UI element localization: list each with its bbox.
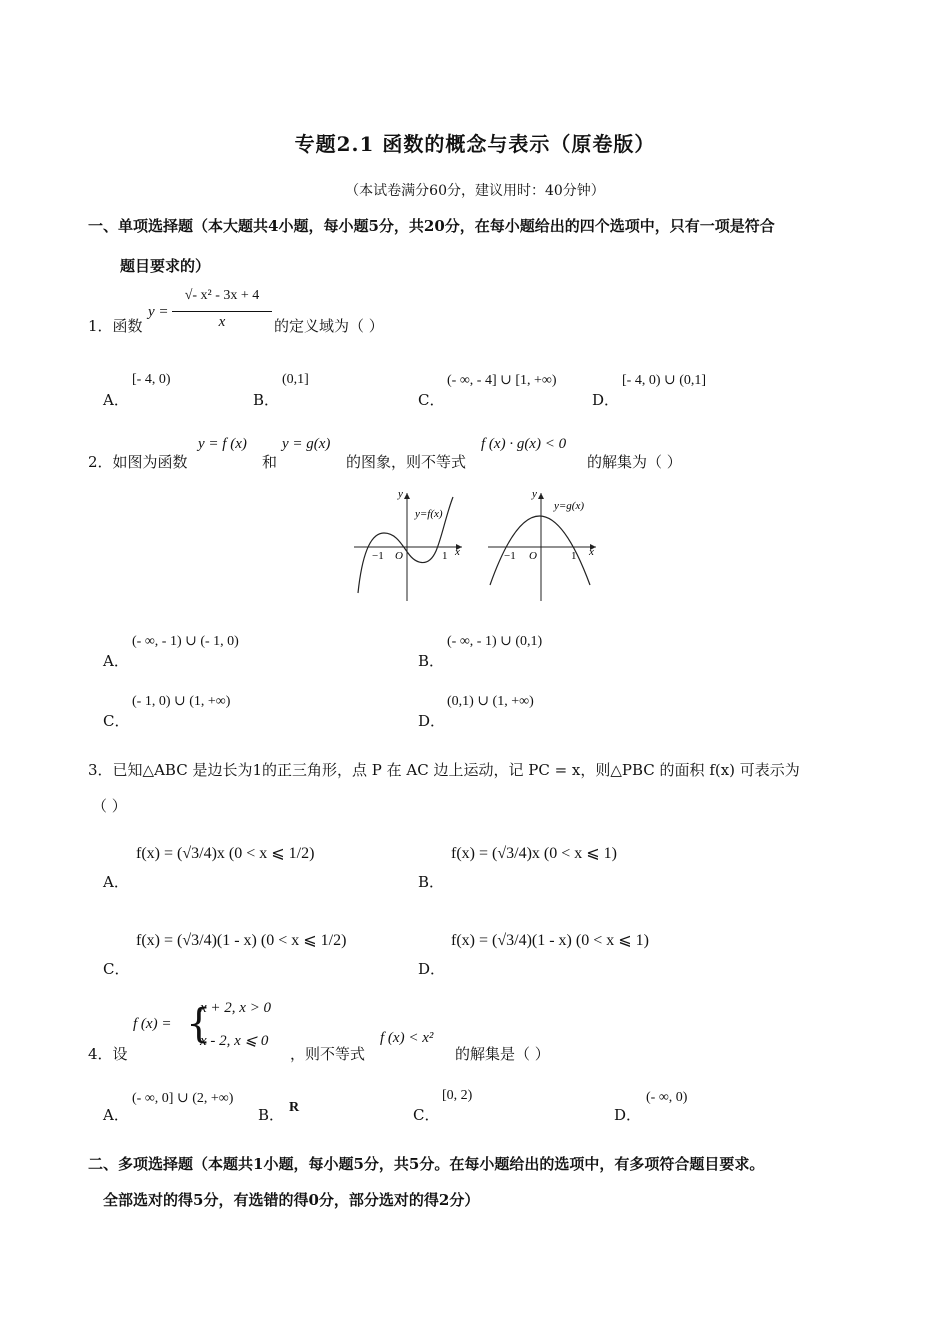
q2-option-a-label[interactable]: A． [103, 652, 129, 670]
q4-lhs: f (x) = [133, 1016, 172, 1032]
q1-option-c-value: (- ∞, - 4] ∪ [1, +∞) [447, 373, 557, 388]
graph-g-tick-1: 1 [571, 550, 577, 562]
section2-heading-cont: 全部选对的得5分，有选错的得0分，部分选对的得2分） [103, 1191, 480, 1209]
graph-g-curve-label: y=g(x) [554, 500, 585, 512]
q1-option-d-label[interactable]: D． [592, 391, 620, 409]
q4-option-a-label[interactable]: A． [103, 1106, 129, 1124]
q1-prefix: 1．函数 [88, 317, 143, 335]
q2-option-c-label[interactable]: C． [103, 712, 130, 730]
graph-g [484, 485, 602, 603]
q4-option-b-label[interactable]: B． [258, 1106, 285, 1124]
q1-option-d-value: [- 4, 0) ∪ (0,1] [622, 373, 707, 388]
q3-option-d-value: f(x) = (√3/4)(1 - x) (0 < x ⩽ 1) [451, 932, 649, 949]
q4-option-b-value: R [289, 1100, 300, 1115]
graph-g-tick-neg1: −1 [504, 550, 516, 562]
section1-heading: 一、单项选择题（本大题共4小题，每小题5分，共20分，在每小题给出的四个选项中，只有一项是符合 [88, 217, 775, 235]
q4-mid: ，则不等式 [290, 1045, 366, 1063]
graph-f-tick-neg1: −1 [372, 550, 384, 562]
q4-brace: { [186, 1001, 212, 1047]
q2-option-b-value: (- ∞, - 1) ∪ (0,1) [447, 634, 543, 649]
q3-option-b-value: f(x) = (√3/4)x (0 < x ⩽ 1) [451, 845, 617, 862]
q3-option-a-label[interactable]: A． [103, 873, 129, 891]
graph-f-x-label: x [455, 546, 460, 558]
q3-option-c-label[interactable]: C． [103, 960, 130, 978]
page-title: 专题2.1 函数的概念与表示（原卷版） [294, 132, 656, 156]
q1-formula-lhs: y = [148, 304, 169, 320]
graph-g-y-label: y [532, 488, 537, 500]
graph-f-origin: O [395, 550, 403, 562]
graph-f-y-label: y [398, 488, 403, 500]
q2-option-a-value: (- ∞, - 1) ∪ (- 1, 0) [132, 634, 239, 649]
q1-formula-numerator: √- x² - 3x + 4 [184, 288, 260, 303]
graph-f [350, 485, 468, 603]
q1-formula-denominator: x [218, 314, 226, 330]
q4-case1: x + 2, x > 0 [200, 1000, 272, 1016]
q2-suffix: 的解集为（ ） [587, 453, 682, 471]
graph-g-x-label: x [589, 546, 594, 558]
section1-heading-cont: 题目要求的） [120, 257, 211, 275]
section2-heading: 二、多项选择题（本题共1小题，每小题5分，共5分。在每小题给出的选项中，有多项符合题目要求。 [88, 1155, 765, 1173]
q2-f: y = f (x) [198, 436, 247, 452]
q1-option-c-label[interactable]: C． [418, 391, 445, 409]
q2-g: y = g(x) [282, 436, 331, 452]
q1-option-b-value: (0,1] [282, 372, 309, 387]
q1-suffix: 的定义域为（ ） [274, 317, 384, 335]
q3-option-d-label[interactable]: D． [418, 960, 446, 978]
q3-option-c-value: f(x) = (√3/4)(1 - x) (0 < x ⩽ 1/2) [136, 932, 347, 949]
q2-option-d-label[interactable]: D． [418, 712, 446, 730]
q1-fraction-bar [172, 311, 272, 312]
graph-g-origin: O [529, 550, 537, 562]
q4-option-a-value: (- ∞, 0] ∪ (2, +∞) [132, 1091, 234, 1106]
q3-option-a-value: f(x) = (√3/4)x (0 < x ⩽ 1/2) [136, 845, 315, 862]
graph-g-y-arrow [538, 493, 544, 499]
q2-option-b-label[interactable]: B． [418, 652, 445, 670]
q2-inequality: f (x) · g(x) < 0 [481, 436, 567, 452]
q2-and: 和 [262, 453, 278, 471]
q3-option-b-label[interactable]: B． [418, 873, 445, 891]
q4-option-c-label[interactable]: C． [413, 1106, 440, 1124]
q4-case2: x - 2, x ⩽ 0 [200, 1033, 269, 1049]
graph-f-y-arrow [404, 493, 410, 499]
q4-option-c-value: [0, 2) [442, 1088, 473, 1103]
q3-blank: （ ） [92, 797, 127, 815]
q2-prefix: 2．如图为函数 [88, 453, 188, 471]
q1-option-b-label[interactable]: B． [253, 391, 280, 409]
graph-f-tick-1: 1 [442, 550, 448, 562]
q1-option-a-label[interactable]: A． [103, 391, 129, 409]
q3-text: 3．已知△ABC 是边长为1的正三角形，点 P 在 AC 边上运动，记 PC = x，则△PBC 的面积 f(x) 可表示为 [88, 761, 800, 779]
q2-option-d-value: (0,1) ∪ (1, +∞) [447, 694, 534, 709]
q2-option-c-value: (- 1, 0) ∪ (1, +∞) [132, 694, 231, 709]
graph-f-curve-label: y=f(x) [415, 508, 443, 520]
q4-inequality: f (x) < x² [380, 1030, 434, 1046]
q1-option-a-value: [- 4, 0) [132, 372, 171, 387]
page-subtitle: （本试卷满分60分，建议用时：40分钟） [345, 183, 605, 199]
q2-mid: 的图象，则不等式 [346, 453, 467, 471]
q4-option-d-label[interactable]: D． [614, 1106, 642, 1124]
q4-option-d-value: (- ∞, 0) [646, 1090, 688, 1105]
q4-suffix: 的解集是（ ） [455, 1045, 550, 1063]
q4-prefix: 4．设 [88, 1045, 128, 1063]
